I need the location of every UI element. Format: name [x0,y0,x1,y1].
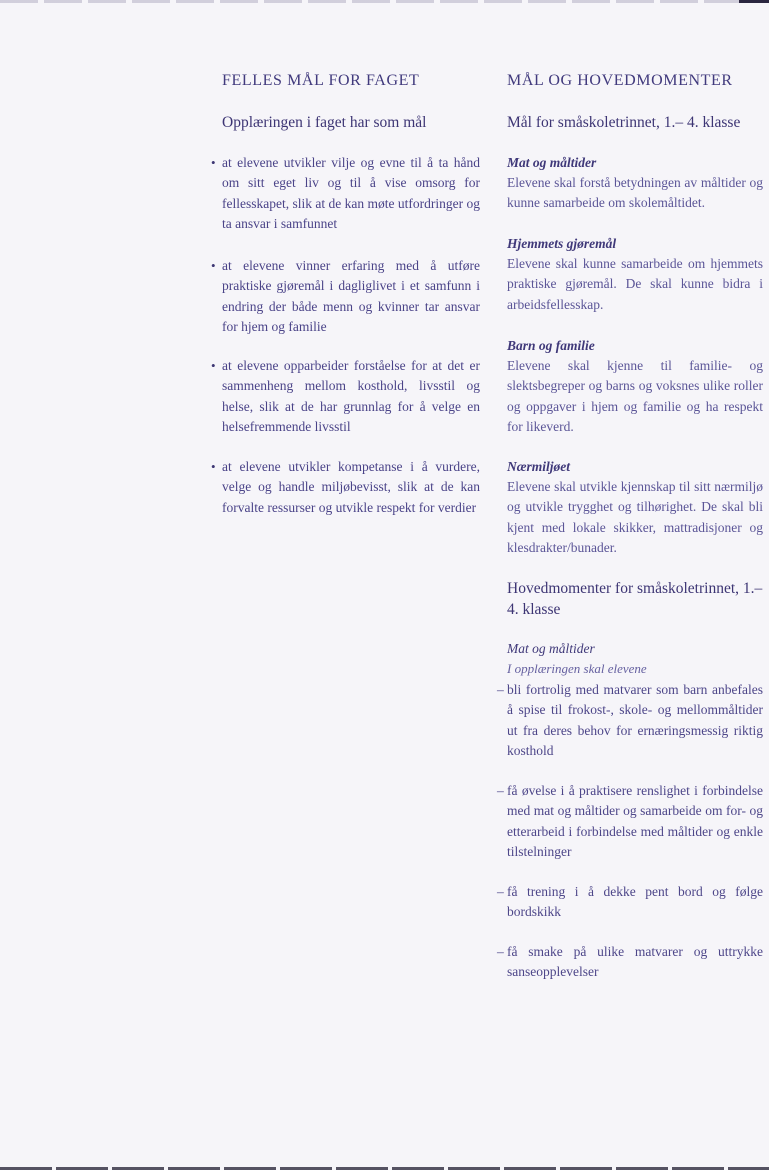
hm-lead-text: I opplæringen skal elevene [507,661,647,676]
topic-title: Barn og familie [507,338,595,353]
goal-bullet [211,153,480,234]
section-heading-mal-og-hovedmomenter: MÅL OG HOVEDMOMENTER [507,72,733,89]
bullet-dot-icon: • [211,358,216,373]
topic-body: Elevene skal kunne samarbeide om hjemmets praktiske gjøremål. De skal kunne bidra i arbeidsfellesskap. [507,256,763,312]
bullet-dot-icon: • [211,258,216,273]
dash-icon: – [497,682,504,697]
goal-text: at elevene utvikler kompetanse i å vurdere, velge og handle miljøbevisst, slik at de kan forvalte ressurser og utvikle respekt for verdier [222,459,480,515]
hm-item [497,680,763,761]
dash-icon: – [497,944,504,959]
hm-item-text: få smake på ulike matvarer og uttrykke sanseopplevelser [507,944,763,980]
goal-bullet [211,457,480,518]
section-heading-felles-mal: FELLES MÅL FOR FAGET [222,72,420,89]
dash-icon: – [497,884,504,899]
scan-mark [739,0,769,3]
hm-item [497,781,763,862]
topic-body: Elevene skal forstå betydningen av måltider og kunne samarbeide om skolemåltidet. [507,175,763,211]
topic-body: Elevene skal kjenne til familie- og slektsbegreper og barns og voksnes ulike roller og oppgaver i hjem og familie og ha respekt for likeverd. [507,358,763,434]
hm-item [497,882,763,923]
hm-item [497,942,763,983]
dash-icon: – [497,783,504,798]
goal-bullet [211,356,480,437]
topic-title: Hjemmets gjøremål [507,236,617,251]
goal-text: at elevene opparbeider forståelse for at det er sammenheng mellom kosthold, livsstil og helse, slik at de har grunnlag for å velge en helsefremmende livsstil [222,358,480,434]
scan-edge-top [0,0,769,3]
bullet-dot-icon: • [211,155,216,170]
hm-topic-title: Mat og måltider [507,641,595,656]
goal-bullet [211,256,480,337]
hm-item-text: bli fortrolig med matvarer som barn anbefales å spise til frokost-, skole- og mellommåltider ut fra deres behov for ernæringsmessig riktig kosthold [507,682,763,758]
topic-body: Elevene skal utvikle kjennskap til sitt nærmiljø og utvikle trygghet og tilhørighet. De skal bli kjent med lokale skikker, mattradisjoner og klesdrakter/bunader. [507,479,763,555]
subheading-mal-smaskoletrinnet: Mål for småskoletrinnet, 1.– 4. klasse [507,114,741,131]
subheading-opplaeringen: Opplæringen i faget har som mål [222,114,427,131]
hm-item-text: få øvelse i å praktisere renslighet i forbindelse med mat og måltider og samarbeide om for- og etterarbeid i forbindelse med måltider og enkle tilstelninger [507,783,763,859]
goal-text: at elevene vinner erfaring med å utføre praktiske gjøremål i dagliglivet i et samfunn i endring der både menn og kvinner tar ansvar for hjem og familie [222,258,480,334]
goal-text: at elevene utvikler vilje og evne til å ta hånd om sitt eget liv og til å vise omsorg for fellesskapet, slik at de kan møte utfordringer og ta ansvar i samfunnet [222,155,480,231]
hovedmomenter-heading: Hovedmomenter for småskoletrinnet, 1.– 4. klasse [507,580,763,618]
topic-title: Nærmiljøet [507,459,570,474]
topic-title: Mat og måltider [507,155,597,170]
bullet-dot-icon: • [211,459,216,474]
hm-item-text: få trening i å dekke pent bord og følge bordskikk [507,884,763,920]
